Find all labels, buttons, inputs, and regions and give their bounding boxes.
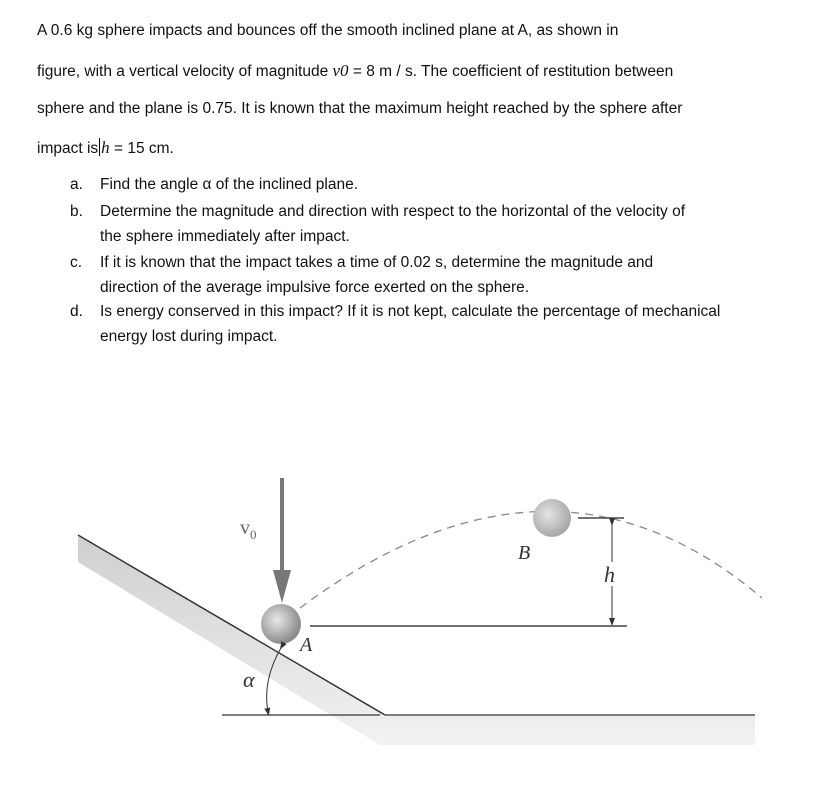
question-text: Is energy conserved in this impact? If it is not kept, calculate the percentage of mechanical xyxy=(100,303,721,320)
list-marker: c. xyxy=(70,254,83,271)
question-text: If it is known that the impact takes a time of 0.02 s, determine the magnitude and xyxy=(100,254,654,271)
label-a: A xyxy=(300,634,313,656)
list-marker: b. xyxy=(70,203,83,220)
problem-line-3: sphere and the plane is 0.75. It is known that the maximum height reached by the sphere after xyxy=(37,100,683,117)
velocity-arrow xyxy=(273,478,291,603)
label-v0: $v_0$ xyxy=(240,517,257,542)
list-marker: a. xyxy=(70,176,83,193)
label-h: h xyxy=(604,562,615,587)
text: figure, with a vertical velocity of magnitude xyxy=(37,63,333,80)
list-marker: d. xyxy=(70,303,83,320)
trajectory-dashed xyxy=(300,511,762,608)
text: = 15 cm. xyxy=(109,140,174,157)
sphere-a xyxy=(261,604,301,644)
variable-h: h xyxy=(101,138,110,157)
problem-line-1: A 0.6 kg sphere impacts and bounces off the smooth inclined plane at A, as shown in xyxy=(37,22,619,39)
label-b: B xyxy=(518,542,531,564)
question-text: the sphere immediately after impact. xyxy=(100,228,350,245)
variable-v0: v0 xyxy=(332,61,349,80)
question-text: Find the angle α of the inclined plane. xyxy=(100,176,358,193)
inclined-plane xyxy=(78,535,755,745)
question-text: direction of the average impulsive force exerted on the sphere. xyxy=(100,279,530,296)
question-text: Determine the magnitude and direction with respect to the horizontal of the velocity of xyxy=(100,203,686,220)
label-alpha: α xyxy=(243,667,255,692)
question-text: energy lost during impact. xyxy=(100,328,278,345)
text: impact is xyxy=(37,140,99,157)
text: = 8 m / s. The coefficient of restitution between xyxy=(348,63,674,80)
sphere-b xyxy=(533,499,571,537)
